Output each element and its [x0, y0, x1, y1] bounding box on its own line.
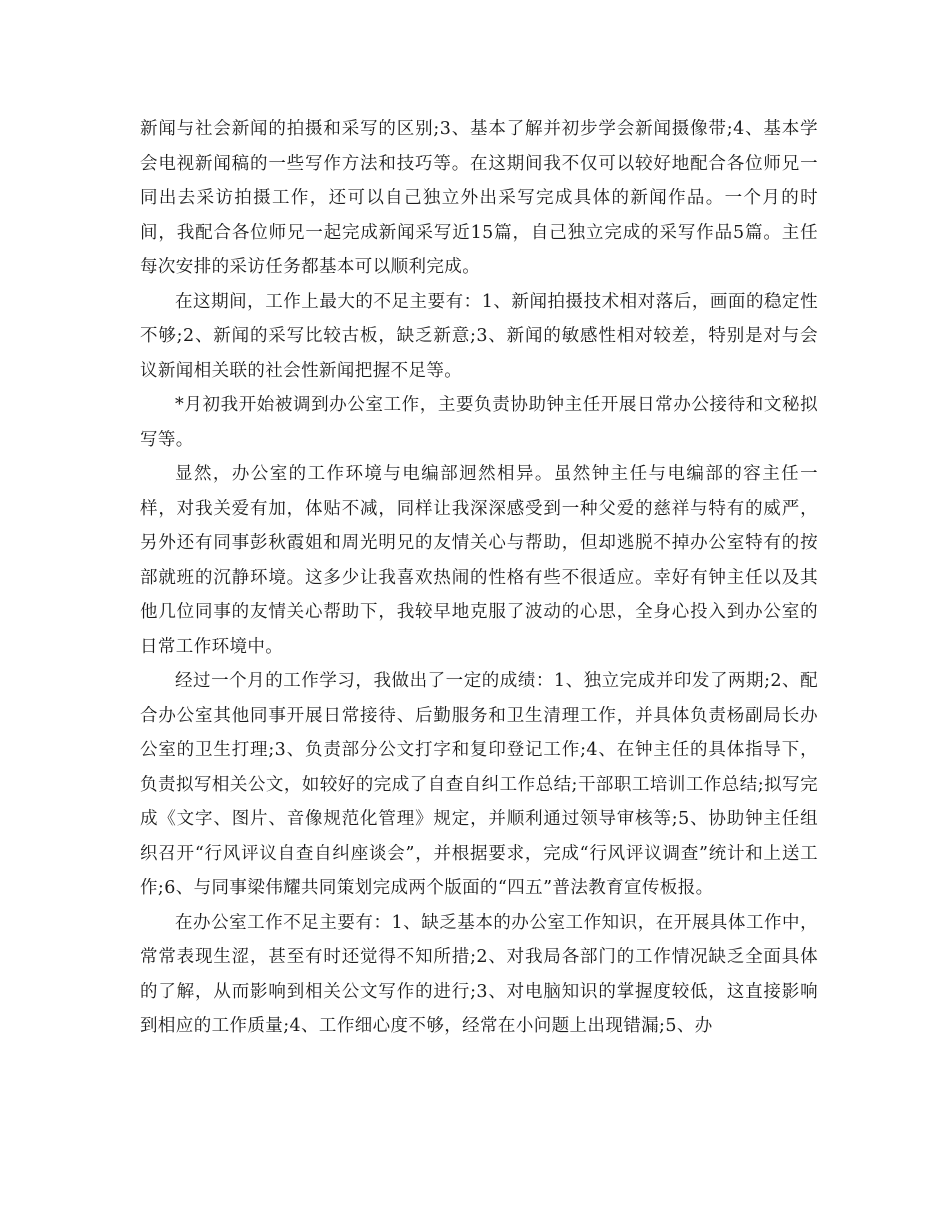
paragraph-2: 在这期间，工作上最大的不足主要有：1、新闻拍摄技术相对落后，画面的稳定性不够;2、新闻的采写比较古板，缺乏新意;3、新闻的敏感性相对较差，特别是对与会议新闻相关联的社会性新闻把握不足等。 [140, 291, 818, 381]
paragraph-6: 在办公室工作不足主要有：1、缺乏基本的办公室工作知识，在开展具体工作中，常常表现生涩，甚至有时还觉得不知所措;2、对我局各部门的工作情况缺乏全面具体的了解，从而影响到相关公文写作的进行;3、对电脑知识的掌握度较低，这直接影响到相应的工作质量;4、工作细心度不够，经常在小问题上出现错漏;5、办 [140, 912, 818, 1036]
paragraph-5: 经过一个月的工作学习，我做出了一定的成绩：1、独立完成并印发了两期;2、配合办公室其他同事开展日常接待、后勤服务和卫生清理工作，并具体负责杨副局长办公室的卫生打理;3、负责部分公文打字和复印登记工作;4、在钟主任的具体指导下，负责拟写相关公文，如较好的完成了自查自纠工作总结;干部职工培训工作总结;拟写完成《文字、图片、音像规范化管理》规定，并顺利通过领导审核等;5、协助钟主任组织召开“行风评议自查自纠座谈会”，并根据要求，完成“行风评议调查”统计和上送工作;6、与同事梁伟耀共同策划完成两个版面的“四五”普法教育宣传板报。 [140, 671, 818, 898]
paragraph-4: 显然，办公室的工作环境与电编部迥然相异。虽然钟主任与电编部的容主任一样，对我关爱有加，体贴不减，同样让我深深感受到一种父爱的慈祥与特有的威严，另外还有同事彭秋霞姐和周光明兄的友情关心与帮助，但却逃脱不掉办公室特有的按部就班的沉静环境。这多少让我喜欢热闹的性格有些不很适应。幸好有钟主任以及其他几位同事的友情关心帮助下，我较早地克服了波动的心思，全身心投入到办公室的日常工作环境中。 [140, 464, 818, 657]
paragraph-1: 新闻与社会新闻的拍摄和采写的区别;3、基本了解并初步学会新闻摄像带;4、基本学会电视新闻稿的一些写作方法和技巧等。在这期间我不仅可以较好地配合各位师兄一同出去采访拍摄工作，还可以自己独立外出采写完成具体的新闻作品。一个月的时间，我配合各位师兄一起完成新闻采写近15篇，自己独立完成的采写作品5篇。主任每次安排的采访任务都基本可以顺利完成。 [140, 119, 818, 277]
document-body [140, 112, 818, 1044]
paragraph-3: *月初我开始被调到办公室工作，主要负责协助钟主任开展日常办公接待和文秘拟写等。 [140, 395, 818, 450]
